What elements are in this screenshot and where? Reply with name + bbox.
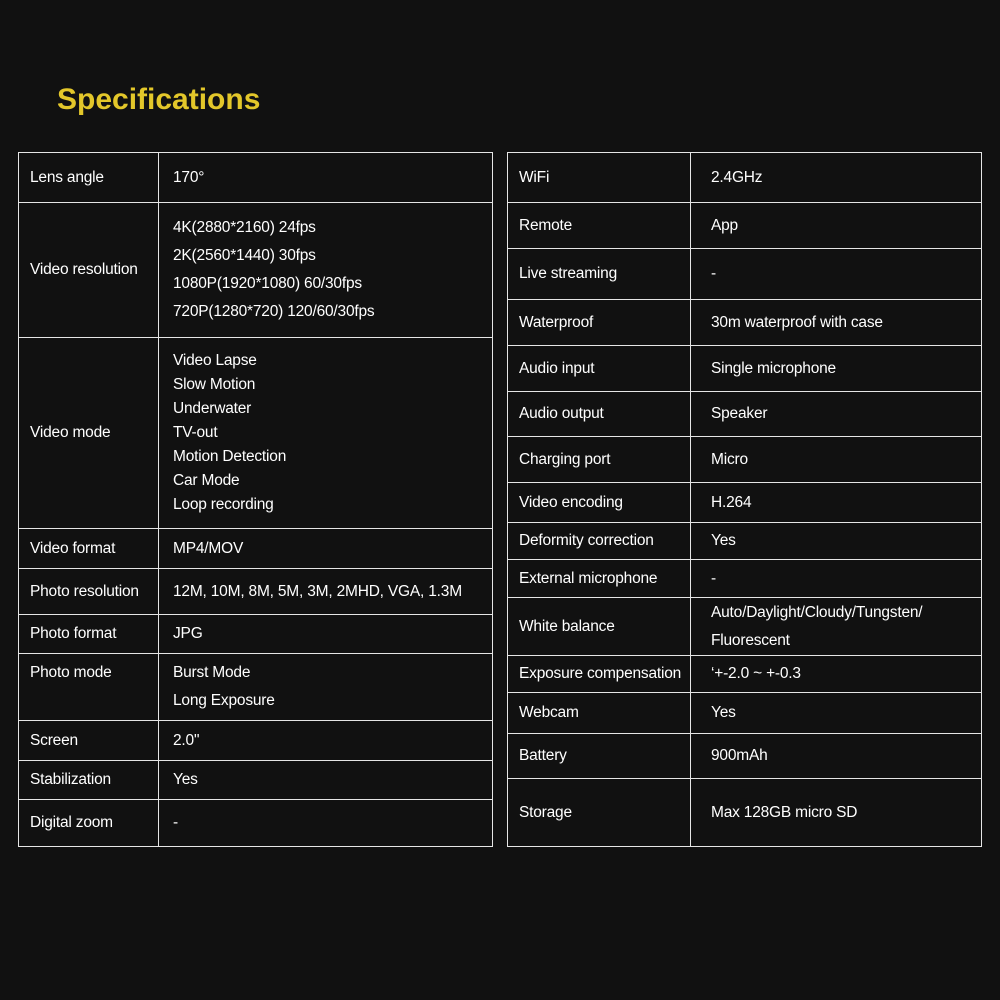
spec-key: Audio input bbox=[508, 346, 691, 392]
spec-value: Video Lapse Slow Motion Underwater TV-out Motion Detection Car Mode Loop recording bbox=[159, 338, 493, 529]
spec-value: Max 128GB micro SD bbox=[691, 779, 982, 847]
table-row bbox=[19, 153, 493, 203]
spec-value: - bbox=[691, 560, 982, 598]
spec-key: Stabilization bbox=[19, 761, 159, 800]
spec-value: 170° bbox=[159, 153, 493, 203]
spec-key: Remote bbox=[508, 203, 691, 249]
spec-key: Audio output bbox=[508, 392, 691, 437]
table-row bbox=[19, 338, 493, 529]
spec-value: ‘+-2.0 ~ +-0.3 bbox=[691, 656, 982, 693]
spec-value: Auto/Daylight/Cloudy/Tungsten/ Fluorescent bbox=[691, 598, 982, 656]
table-row bbox=[508, 483, 982, 523]
spec-key: Photo mode bbox=[19, 654, 159, 721]
spec-value: 30m waterproof with case bbox=[691, 300, 982, 346]
spec-value: Single microphone bbox=[691, 346, 982, 392]
spec-value: App bbox=[691, 203, 982, 249]
spec-value: - bbox=[691, 249, 982, 300]
table-row bbox=[508, 734, 982, 779]
left-spec-table bbox=[18, 152, 493, 847]
table-row bbox=[508, 346, 982, 392]
table-row bbox=[508, 203, 982, 249]
spec-value: JPG bbox=[159, 615, 493, 654]
table-row bbox=[508, 656, 982, 693]
spec-key: Charging port bbox=[508, 437, 691, 483]
spec-value: 900mAh bbox=[691, 734, 982, 779]
table-row bbox=[508, 300, 982, 346]
table-row bbox=[508, 560, 982, 598]
spec-key: Video encoding bbox=[508, 483, 691, 523]
table-row bbox=[19, 721, 493, 761]
table-row bbox=[508, 523, 982, 560]
spec-value: 4K(2880*2160) 24fps 2K(2560*1440) 30fps 1080P(1920*1080) 60/30fps 720P(1280*720) 120/60/30fps bbox=[159, 203, 493, 338]
table-row bbox=[508, 153, 982, 203]
page-title: Specifications bbox=[57, 83, 261, 116]
spec-key: WiFi bbox=[508, 153, 691, 203]
spec-key: Screen bbox=[19, 721, 159, 761]
spec-value: - bbox=[159, 800, 493, 847]
spec-value: Yes bbox=[691, 523, 982, 560]
right-spec-table bbox=[507, 152, 982, 847]
table-row bbox=[508, 392, 982, 437]
spec-key: Lens angle bbox=[19, 153, 159, 203]
table-row bbox=[19, 761, 493, 800]
spec-value: Micro bbox=[691, 437, 982, 483]
spec-key: External microphone bbox=[508, 560, 691, 598]
spec-key: Storage bbox=[508, 779, 691, 847]
spec-key: Video resolution bbox=[19, 203, 159, 338]
spec-value: Yes bbox=[159, 761, 493, 800]
table-row bbox=[508, 437, 982, 483]
table-row bbox=[19, 654, 493, 721]
spec-key: Battery bbox=[508, 734, 691, 779]
spec-key: Video mode bbox=[19, 338, 159, 529]
table-row bbox=[19, 615, 493, 654]
spec-key: Waterproof bbox=[508, 300, 691, 346]
spec-key: Live streaming bbox=[508, 249, 691, 300]
spec-value: Burst Mode Long Exposure bbox=[159, 654, 493, 721]
spec-value: 12M, 10M, 8M, 5M, 3M, 2MHD, VGA, 1.3M bbox=[159, 569, 493, 615]
spec-key: Photo resolution bbox=[19, 569, 159, 615]
spec-value: 2.4GHz bbox=[691, 153, 982, 203]
spec-value: Yes bbox=[691, 693, 982, 734]
spec-key: Webcam bbox=[508, 693, 691, 734]
spec-value: Speaker bbox=[691, 392, 982, 437]
spec-key: Exposure compensation bbox=[508, 656, 691, 693]
table-row bbox=[19, 569, 493, 615]
spec-key: Video format bbox=[19, 529, 159, 569]
spec-value: MP4/MOV bbox=[159, 529, 493, 569]
spec-key: Digital zoom bbox=[19, 800, 159, 847]
table-row bbox=[19, 529, 493, 569]
table-row bbox=[19, 800, 493, 847]
spec-value: 2.0" bbox=[159, 721, 493, 761]
spec-key: White balance bbox=[508, 598, 691, 656]
spec-key: Photo format bbox=[19, 615, 159, 654]
table-row bbox=[508, 779, 982, 847]
spec-key: Deformity correction bbox=[508, 523, 691, 560]
spec-value: H.264 bbox=[691, 483, 982, 523]
table-row bbox=[508, 693, 982, 734]
table-row bbox=[19, 203, 493, 338]
table-row bbox=[508, 249, 982, 300]
table-row bbox=[508, 598, 982, 656]
